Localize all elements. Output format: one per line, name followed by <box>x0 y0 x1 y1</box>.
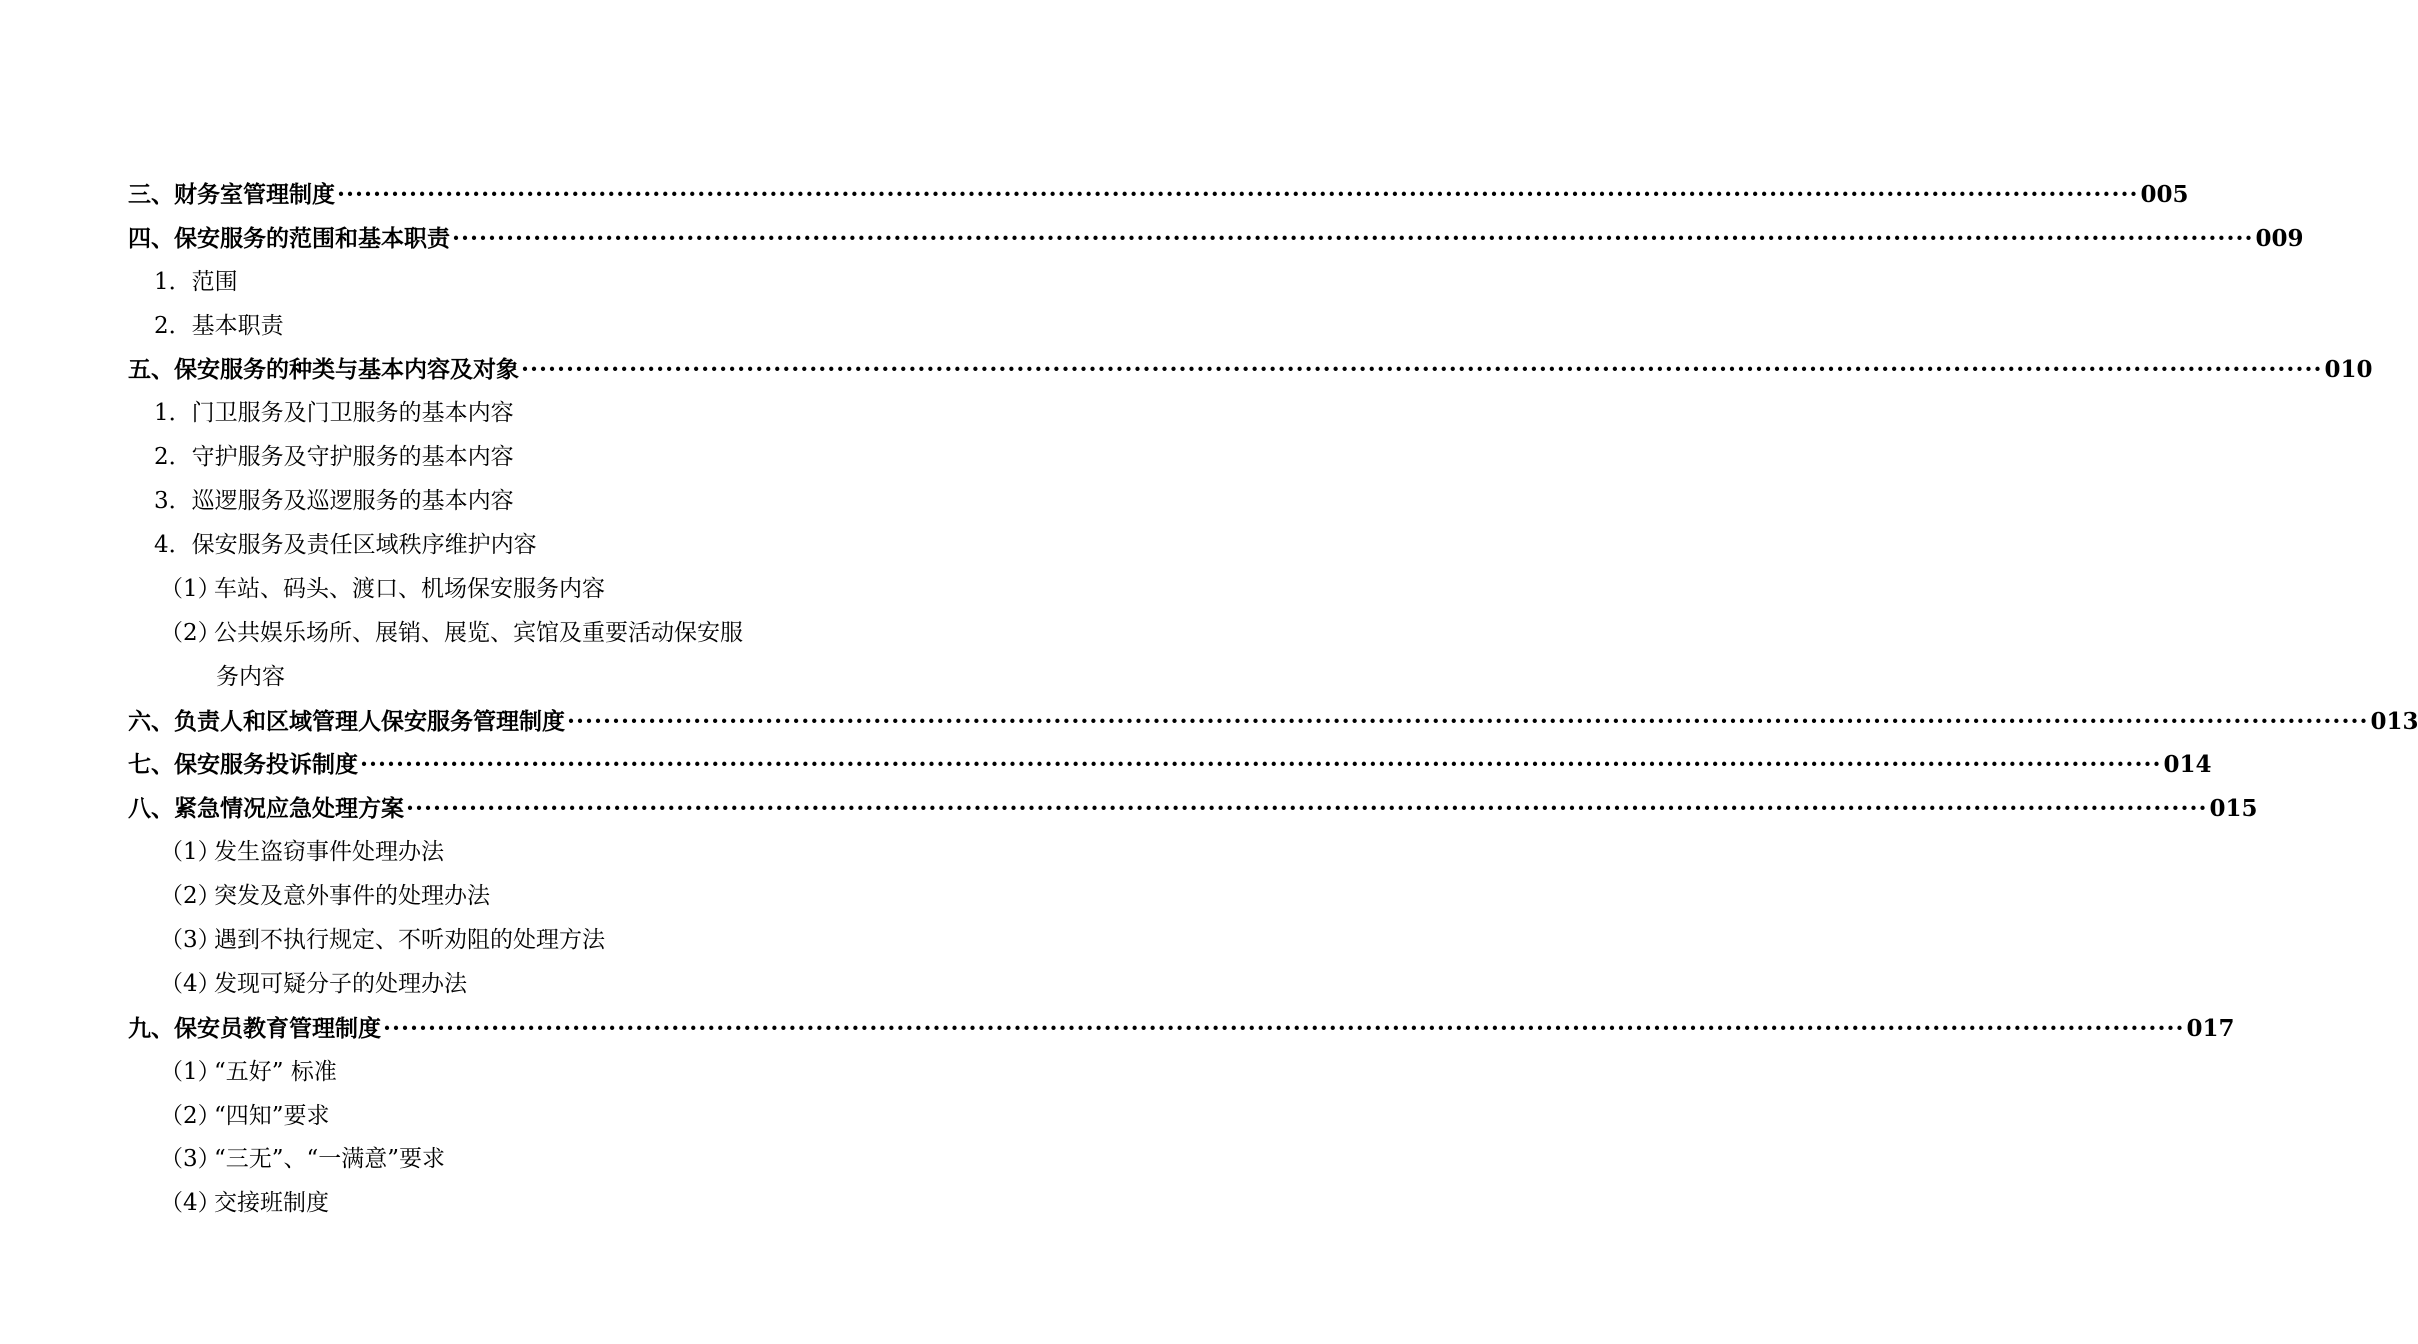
toc-subitem-number: （1） <box>160 1058 221 1085</box>
table-of-contents <box>128 162 2418 1217</box>
toc-section-title: 八、紧急情况应急处理方案 <box>128 795 404 823</box>
toc-subitem-number: （2） <box>160 883 221 910</box>
toc-subitem-title: 发生盗窃事件处理办法 <box>214 839 444 866</box>
toc-dot-leader: ········································································································································································································ <box>406 795 2208 823</box>
toc-subitem-number: （4） <box>160 1190 221 1217</box>
toc-section-entry <box>128 996 2235 1042</box>
toc-section-entry <box>128 733 2212 779</box>
toc-page-number: 015 <box>2209 795 2258 823</box>
toc-section-title: 四、保安服务的范围和基本职责 <box>128 224 450 252</box>
toc-dot-leader: ········································································································································································································ <box>360 751 2162 779</box>
toc-dot-leader: ········································································································································································································ <box>521 356 2323 384</box>
toc-subitem-title: 交接班制度 <box>214 1190 329 1217</box>
toc-subitem-entry <box>128 864 804 908</box>
toc-dot-leader: ········································································································································································································ <box>567 707 2369 735</box>
toc-subitem-number: （1） <box>160 839 221 866</box>
toc-item-title: 2．守护服务及守护服务的基本内容 <box>154 444 514 471</box>
toc-section-entry <box>128 338 2373 384</box>
toc-item-entry <box>128 381 804 425</box>
toc-page-number: 005 <box>2140 180 2189 208</box>
toc-subitem-number: （2） <box>160 619 221 646</box>
toc-item-entry <box>128 250 804 294</box>
toc-subitem-entry <box>128 1171 804 1215</box>
toc-subitem-title: “五好” 标准 <box>214 1058 337 1085</box>
toc-subitem-number: （3） <box>160 1146 221 1173</box>
toc-item-title: 2．基本职责 <box>154 312 284 339</box>
toc-subitem-number: （4） <box>160 970 221 997</box>
toc-subitem-number: （2） <box>160 1102 221 1129</box>
toc-subitem-entry <box>128 952 804 996</box>
toc-subitem-title: “四知”要求 <box>214 1102 330 1129</box>
toc-section-title: 六、负责人和区域管理人保安服务管理制度 <box>128 707 565 735</box>
toc-item-entry <box>128 425 804 469</box>
toc-item-title: 务内容 <box>216 663 285 690</box>
toc-subitem-entry <box>128 601 804 645</box>
toc-item-entry <box>128 513 804 557</box>
toc-section-entry <box>128 776 2258 823</box>
toc-page-number: 014 <box>2163 751 2212 779</box>
toc-section-entry <box>128 689 2418 735</box>
toc-item-entry <box>128 294 804 338</box>
toc-item-title: 1．范围 <box>154 268 238 295</box>
toc-dot-leader: ········································································································································································································ <box>452 224 2254 252</box>
toc-subitem-number: （3） <box>160 927 221 954</box>
toc-subitem-entry <box>128 557 804 601</box>
toc-subitem-entry <box>128 1084 804 1128</box>
toc-section-entry <box>128 162 2189 208</box>
toc-subitem-title: 遇到不执行规定、不听劝阻的处理方法 <box>214 927 605 954</box>
toc-subitem-title: 车站、码头、渡口、机场保安服务内容 <box>214 575 605 602</box>
toc-page-number: 010 <box>2324 356 2373 384</box>
toc-section-title: 七、保安服务投诉制度 <box>128 751 358 779</box>
toc-subitem-entry <box>128 908 804 952</box>
toc-section-title: 九、保安员教育管理制度 <box>128 1014 381 1042</box>
toc-subitem-number: （1） <box>160 575 221 602</box>
toc-subitem-title: 公共娱乐场所、展销、展览、宾馆及重要活动保安服 <box>214 619 743 646</box>
toc-subitem-title: “三无”、“一满意”要求 <box>214 1146 446 1173</box>
toc-section-title: 三、财务室管理制度 <box>128 180 335 208</box>
toc-continuation-line <box>128 645 804 689</box>
toc-page-number: 013 <box>2370 707 2418 735</box>
toc-item-title: 4．保安服务及责任区域秩序维护内容 <box>154 532 537 559</box>
toc-subitem-title: 发现可疑分子的处理办法 <box>214 970 467 997</box>
toc-dot-leader: ········································································································································································································ <box>383 1014 2185 1042</box>
toc-subitem-entry <box>128 1040 804 1084</box>
toc-section-title: 五、保安服务的种类与基本内容及对象 <box>128 356 519 384</box>
toc-item-entry <box>128 469 804 513</box>
toc-dot-leader: ········································································································································································································ <box>337 180 2139 208</box>
toc-subitem-entry <box>128 820 804 864</box>
toc-section-entry <box>128 206 2304 252</box>
toc-item-title: 1．门卫服务及门卫服务的基本内容 <box>154 400 514 427</box>
toc-page-number: 009 <box>2255 224 2304 252</box>
toc-subitem-entry <box>128 1128 804 1172</box>
toc-subitem-title: 突发及意外事件的处理办法 <box>214 883 490 910</box>
toc-item-title: 3．巡逻服务及巡逻服务的基本内容 <box>154 488 514 515</box>
toc-page-number: 017 <box>2186 1014 2235 1042</box>
